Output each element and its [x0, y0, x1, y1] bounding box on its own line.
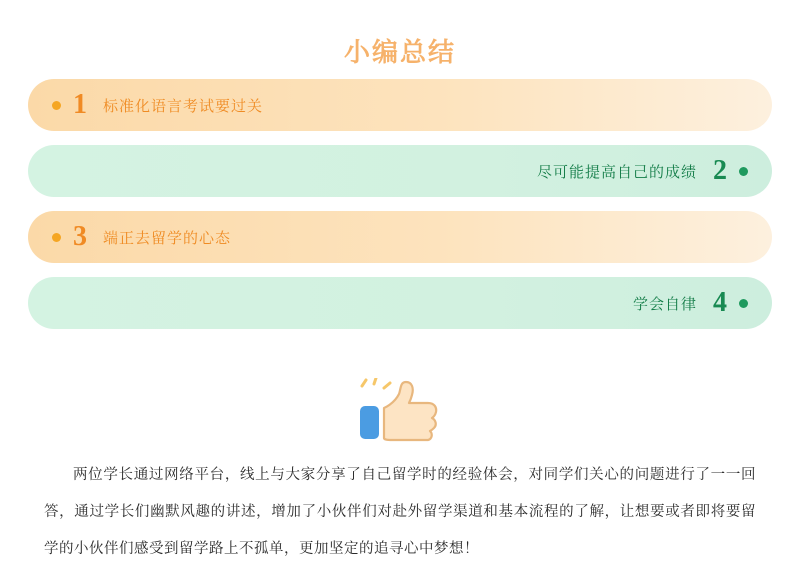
- list-item: [28, 277, 772, 329]
- list-item-label: 标准化语言考试要过关: [103, 97, 264, 115]
- body-paragraph: 两位学长通过网络平台，线上与大家分享了自己留学时的经验体会，对同学们关心的问题进行了一一回答，通过学长们幽默风趣的讲述，增加了小伙伴们对赴外留学渠道和基本流程的了解，让想要或者即将要留学的小伙伴们感受到留学路上不孤单，更加坚定的追寻心中梦想！: [44, 467, 756, 557]
- thumbs-up-icon: [352, 378, 448, 444]
- list-item-label: 学会自律: [632, 295, 697, 313]
- bullet-icon: [52, 101, 61, 110]
- list-item: [28, 79, 772, 131]
- page-title: 小编总结: [343, 37, 456, 67]
- list-item-label: 端正去留学的心态: [103, 229, 232, 247]
- list-item-number: 2: [713, 155, 727, 186]
- illustration: [0, 375, 800, 447]
- list-item-number: 3: [73, 221, 87, 252]
- list-item-number: 4: [713, 287, 727, 318]
- list-item: [28, 211, 772, 263]
- bullet-icon: [739, 299, 748, 308]
- list-item: [28, 145, 772, 197]
- list-item-number: 1: [73, 89, 87, 120]
- summary-list: [28, 79, 772, 329]
- bullet-icon: [739, 167, 748, 176]
- bullet-icon: [52, 233, 61, 242]
- list-item-label: 尽可能提高自己的成绩: [536, 163, 697, 181]
